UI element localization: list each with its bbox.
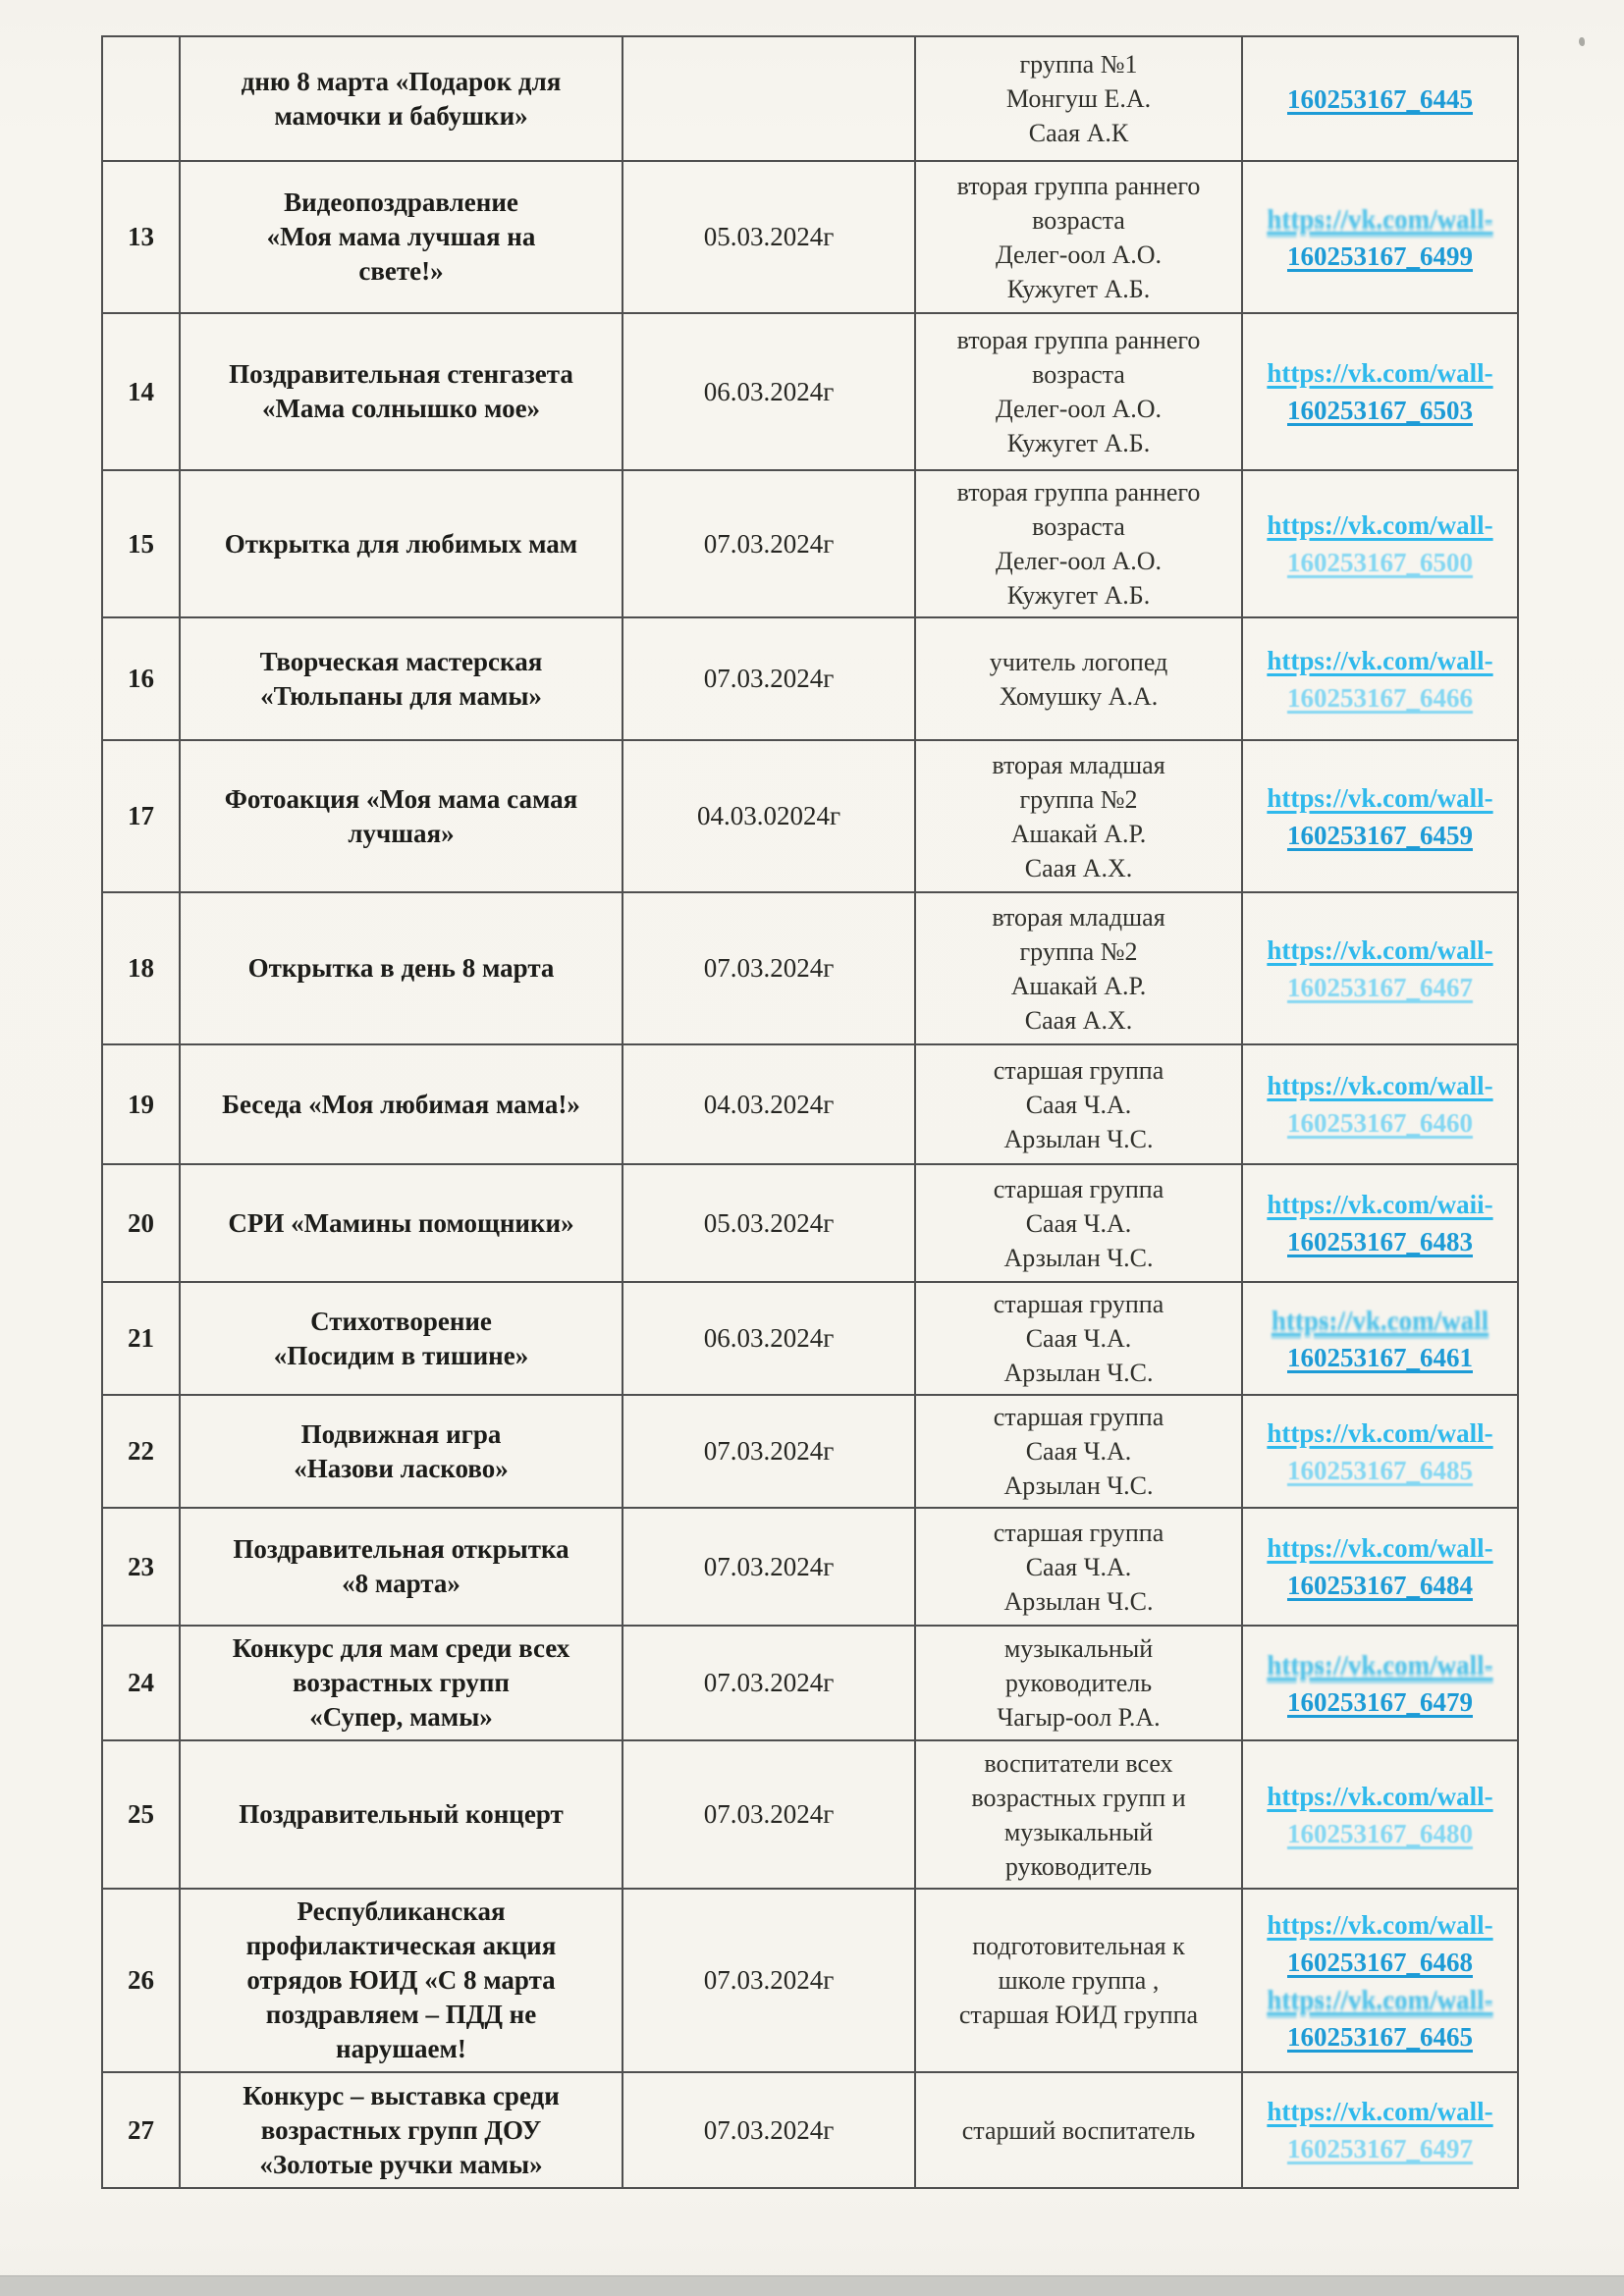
date-cell [623,2072,915,2188]
date-cell [623,313,915,470]
vk-link[interactable]: 160253167_6465 [1287,2021,1473,2052]
vk-link[interactable]: https://vk.com/wall- [1267,1781,1493,1811]
date-cell [623,617,915,740]
group-cell-line: Саая Ч.А. [1025,1552,1132,1581]
event-name-cell [180,470,623,617]
group-cell [915,1889,1242,2072]
vk-link[interactable]: https://vk.com/wall- [1267,1984,1493,2014]
date-cell [623,1164,915,1282]
vk-link[interactable]: 160253167_6468 [1287,1947,1473,1977]
date-cell [623,36,915,161]
group-cell-line: Саая Ч.А. [1025,1090,1132,1119]
date-cell-line: 07.03.2024г [703,1668,835,1697]
table-row [102,1626,1518,1740]
vk-link[interactable]: 160253167_6459 [1287,820,1473,850]
event-name-cell-line: Творческая мастерская [259,646,543,676]
link-cell [1242,1164,1518,1282]
row-number-cell-line: 25 [128,1799,154,1829]
event-name-cell-line: «Тюльпаны для мамы» [260,680,542,711]
group-cell-line: старшая группа [993,1518,1164,1547]
date-cell [623,1626,915,1740]
group-cell-line: Делег-оол А.О. [995,395,1163,423]
event-name-cell [180,1740,623,1889]
group-cell-line: Арзылан Ч.С. [1003,1243,1154,1272]
group-cell [915,1740,1242,1889]
event-name-cell [180,617,623,740]
vk-link[interactable]: https://vk.com/wall- [1267,358,1493,388]
event-name-cell-line: «Мама солнышко мое» [261,394,541,423]
link-cell [1242,1626,1518,1740]
event-name-cell-line: лучшая» [348,818,455,848]
group-cell-line: Саая Ч.А. [1025,1437,1132,1466]
date-cell-line: 07.03.2024г [703,1799,835,1829]
table-row [102,470,1518,617]
event-name-cell [180,313,623,470]
row-number-cell-line: 23 [128,1551,154,1581]
row-number-cell-line: 15 [128,528,154,559]
row-number-cell-line: 18 [128,953,154,983]
group-cell-line: учитель логопед [989,647,1168,676]
vk-link[interactable]: 160253167_6500 [1287,548,1473,577]
row-number-cell-line: 19 [128,1089,154,1119]
table-row [102,1889,1518,2072]
group-cell [915,313,1242,470]
event-name-cell-line: СРИ «Мамины помощники» [228,1207,574,1238]
event-name-cell [180,1044,623,1164]
group-cell-line: Делег-оол А.О. [995,240,1163,269]
event-name-cell-line: «Назови ласково» [294,1453,509,1483]
scan-artifact [1579,37,1585,46]
date-cell [623,740,915,892]
row-number-cell [102,2072,180,2188]
vk-link[interactable]: https://vk.com/wall- [1267,1909,1493,1940]
date-cell [623,161,915,313]
vk-link[interactable]: https://vk.com/wall- [1267,1533,1493,1563]
group-cell [915,161,1242,313]
group-cell-line: возраста [1032,205,1125,235]
row-number-cell [102,740,180,892]
group-cell [915,1164,1242,1282]
row-number-cell-line: 14 [128,376,154,406]
row-number-cell [102,1395,180,1508]
event-name-cell-line: поздравляем – ПДД не [265,2000,537,2029]
vk-link[interactable]: 160253167_6466 [1287,682,1473,713]
event-name-cell-line: Республиканская [297,1896,506,1926]
vk-link[interactable]: https://vk.com/wall- [1267,782,1493,813]
group-cell-line: Кужугет А.Б. [1006,581,1151,610]
event-name-cell [180,892,623,1044]
group-cell-line: группа №2 [1019,784,1138,814]
vk-link[interactable]: https://vk.com/waii- [1267,1190,1493,1219]
link-cell [1242,161,1518,313]
event-name-cell-line: отрядов ЮИД «С 8 марта [246,1965,556,1995]
group-cell [915,1626,1242,1740]
vk-link[interactable]: 160253167_6503 [1287,396,1473,425]
link-cell [1242,2072,1518,2188]
vk-link[interactable]: 160253167_6461 [1287,1342,1473,1372]
row-number-cell [102,1282,180,1395]
table-row [102,617,1518,740]
group-cell-line: вторая младшая [992,902,1165,932]
table-row [102,1282,1518,1395]
row-number-cell [102,1889,180,2072]
group-cell-line: Кужугет А.Б. [1006,274,1151,303]
group-cell-line: возраста [1032,360,1125,389]
row-number-cell-line: 20 [128,1207,154,1238]
row-number-cell [102,1740,180,1889]
group-cell-line: Арзылан Ч.С. [1003,1124,1154,1153]
vk-link[interactable]: https://vk.com/wall- [1267,934,1493,965]
row-number-cell [102,892,180,1044]
link-cell [1242,617,1518,740]
table-row [102,1044,1518,1164]
event-name-cell-line: Поздравительная открытка [233,1534,569,1564]
vk-link[interactable]: 160253167_6497 [1287,2134,1473,2163]
event-name-cell-line: «Посидим в тишине» [273,1340,529,1370]
table-row [102,36,1518,161]
date-cell [623,1044,915,1164]
date-cell-line: 07.03.2024г [703,528,835,559]
date-cell-line: 04.03.2024г [703,1089,835,1119]
row-number-cell [102,36,180,161]
group-cell-line: музыкальный [1003,1817,1154,1846]
date-cell [623,1508,915,1626]
row-number-cell-line: 27 [128,2114,154,2145]
vk-link[interactable]: https://vk.com/wall- [1267,1649,1493,1680]
row-number-cell [102,1044,180,1164]
group-cell-line: старшая группа [993,1403,1164,1431]
group-cell-line: Чагыр-оол Р.А. [997,1703,1161,1732]
table-row [102,892,1518,1044]
group-cell-line: воспитатели всех [984,1748,1173,1778]
date-cell [623,1282,915,1395]
event-name-cell-line: Фотоакция «Моя мама самая [224,783,578,814]
group-cell [915,740,1242,892]
event-name-cell [180,36,623,161]
group-cell-line: Саая А.К [1028,119,1129,147]
event-name-cell [180,161,623,313]
group-cell-line: Арзылан Ч.С. [1003,1471,1154,1500]
group-cell-line: вторая группа раннего [956,171,1201,200]
vk-link[interactable]: 160253167_6480 [1287,1818,1473,1848]
row-number-cell [102,161,180,313]
group-cell-line: школе группа , [998,1966,1160,1995]
event-name-cell-line: нарушаем! [336,2034,466,2063]
vk-link[interactable]: https://vk.com/wall- [1267,1071,1493,1100]
group-cell-line: Саая Ч.А. [1025,1324,1132,1353]
link-cell [1242,1508,1518,1626]
event-name-cell [180,1626,623,1740]
event-name-cell-line: возрастных групп [293,1668,510,1697]
group-cell-line: Делег-оол А.О. [995,547,1163,575]
date-cell-line: 07.03.2024г [703,2114,835,2145]
event-name-cell-line: Поздравительная стенгазета [229,359,573,389]
event-name-cell-line: Открытка в день 8 марта [247,953,555,983]
group-cell-line: Арзылан Ч.С. [1003,1359,1154,1387]
group-cell-line: старшая группа [993,1290,1164,1318]
group-cell-line: Арзылан Ч.С. [1003,1586,1154,1616]
group-cell [915,470,1242,617]
date-cell-line: 06.03.2024г [703,376,835,406]
row-number-cell [102,1626,180,1740]
link-cell [1242,1740,1518,1889]
table-row [102,1508,1518,1626]
group-cell-line: возрастных групп и [971,1783,1186,1812]
group-cell-line: вторая группа раннего [956,478,1201,507]
group-cell-line: руководитель [1004,1669,1153,1697]
event-name-cell-line: Конкурс – выставка среди [243,2080,560,2110]
event-name-cell-line: свете!» [358,256,444,286]
date-cell-line: 05.03.2024г [703,222,835,251]
date-cell-line: 06.03.2024г [703,1323,835,1353]
event-name-cell-line: Беседа «Моя любимая мама!» [222,1089,580,1119]
table-row [102,1395,1518,1508]
event-name-cell-line: Конкурс для мам среди всех [232,1633,570,1663]
group-cell-line: Ашакай А.Р. [1010,819,1147,848]
vk-link[interactable]: https://vk.com/wall- [1267,645,1493,675]
event-name-cell-line: мамочки и бабушки» [274,100,528,131]
row-number-cell [102,1508,180,1626]
event-name-cell [180,740,623,892]
group-cell [915,1282,1242,1395]
group-cell [915,36,1242,161]
vk-link[interactable]: https://vk.com/wall- [1267,2097,1493,2126]
event-name-cell [180,1395,623,1508]
date-cell [623,1395,915,1508]
group-cell-line: Хомушку А.А. [999,681,1159,711]
group-cell-line: старшая группа [993,1055,1164,1085]
group-cell [915,617,1242,740]
group-cell-line: старшая ЮИД группа [958,2001,1199,2029]
group-cell-line: старший воспитатель [961,2115,1196,2145]
group-cell-line: руководитель [1004,1851,1153,1881]
event-name-cell-line: «Супер, мамы» [309,1702,493,1732]
group-cell-line: Кужугет А.Б. [1006,429,1151,457]
vk-link[interactable]: https://vk.com/wall- [1267,510,1493,540]
scanner-edge-strip [0,2275,1624,2296]
event-name-cell-line: «Моя мама лучшая на [266,222,536,251]
event-name-cell-line: Открытка для любимых мам [224,528,578,559]
vk-link[interactable]: https://vk.com/wall [1271,1305,1489,1335]
event-name-cell-line: Поздравительный концерт [239,1799,564,1829]
group-cell [915,1395,1242,1508]
link-cell [1242,1044,1518,1164]
link-cell [1242,36,1518,161]
vk-link[interactable]: https://vk.com/wall- [1267,1417,1493,1448]
group-cell [915,2072,1242,2188]
date-cell-line: 07.03.2024г [703,664,835,693]
event-name-cell [180,1889,623,2072]
group-cell-line: старшая группа [993,1174,1164,1203]
group-cell-line: вторая группа раннего [956,326,1201,354]
vk-link[interactable]: 160253167_6467 [1287,972,1473,1002]
link-cell [1242,470,1518,617]
date-cell-line: 07.03.2024г [703,1436,835,1466]
link-cell [1242,1282,1518,1395]
vk-link[interactable]: 160253167_6499 [1287,240,1473,271]
events-table-body [102,36,1518,2188]
table-row [102,1740,1518,1889]
table-row [102,313,1518,470]
table-row [102,1164,1518,1282]
event-name-cell [180,2072,623,2188]
date-cell [623,892,915,1044]
vk-link[interactable]: https://vk.com/wall- [1267,203,1493,234]
group-cell-line: музыкальный [1003,1634,1154,1663]
link-cell [1242,740,1518,892]
date-cell [623,1889,915,2072]
table-row [102,161,1518,313]
group-cell-line: подготовительная к [972,1932,1185,1960]
vk-link[interactable]: 160253167_6485 [1287,1455,1473,1485]
vk-link[interactable]: 160253167_6445 [1287,83,1473,114]
link-cell [1242,313,1518,470]
group-cell [915,1508,1242,1626]
event-name-cell [180,1508,623,1626]
date-cell-line: 07.03.2024г [703,1965,835,1995]
vk-link[interactable]: 160253167_6484 [1287,1571,1473,1600]
row-number-cell-line: 22 [128,1436,154,1466]
row-number-cell [102,1164,180,1282]
event-name-cell-line: «8 марта» [342,1569,460,1598]
date-cell-line: 05.03.2024г [703,1207,835,1238]
row-number-cell-line: 21 [128,1323,154,1353]
group-cell-line: группа №2 [1019,936,1138,966]
row-number-cell-line: 26 [128,1965,154,1995]
row-number-cell [102,617,180,740]
group-cell [915,1044,1242,1164]
row-number-cell-line: 17 [128,801,154,830]
link-cell [1242,892,1518,1044]
row-number-cell-line: 16 [128,664,154,693]
vk-link[interactable]: 160253167_6479 [1287,1686,1473,1717]
date-cell-line: 07.03.2024г [703,953,835,983]
event-name-cell-line: Видеопоздравление [284,187,518,217]
date-cell [623,1740,915,1889]
group-cell-line: группа №1 [1019,50,1138,79]
row-number-cell [102,313,180,470]
date-cell-line: 07.03.2024г [703,1551,835,1581]
group-cell-line: Саая А.Х. [1024,1005,1133,1035]
event-name-cell-line: Подвижная игра [300,1418,502,1449]
event-name-cell-line: профилактическая акция [245,1931,557,1960]
group-cell-line: Монгуш Е.А. [1005,84,1152,113]
date-cell-line: 04.03.02024г [696,801,841,830]
events-table [101,35,1519,2189]
row-number-cell-line: 24 [128,1668,154,1697]
row-number-cell [102,470,180,617]
group-cell-line: Саая А.Х. [1024,853,1133,882]
event-name-cell-line: Стихотворение [310,1306,492,1336]
row-number-cell-line: 13 [128,222,154,251]
table-row [102,2072,1518,2188]
vk-link[interactable]: 160253167_6460 [1287,1108,1473,1138]
event-name-cell-line: возрастных групп ДОУ [260,2114,542,2145]
event-name-cell [180,1164,623,1282]
event-name-cell [180,1282,623,1395]
link-cell [1242,1395,1518,1508]
group-cell-line: Ашакай А.Р. [1010,971,1147,1000]
event-name-cell-line: дню 8 марта «Подарок для [241,66,562,96]
event-name-cell-line: «Золотые ручки мамы» [259,2149,543,2179]
date-cell [623,470,915,617]
table-row [102,740,1518,892]
link-cell [1242,1889,1518,2072]
vk-link[interactable]: 160253167_6483 [1287,1227,1473,1256]
group-cell-line: вторая младшая [992,750,1165,779]
group-cell-line: Саая Ч.А. [1025,1208,1132,1238]
group-cell [915,892,1242,1044]
group-cell-line: возраста [1032,512,1125,541]
